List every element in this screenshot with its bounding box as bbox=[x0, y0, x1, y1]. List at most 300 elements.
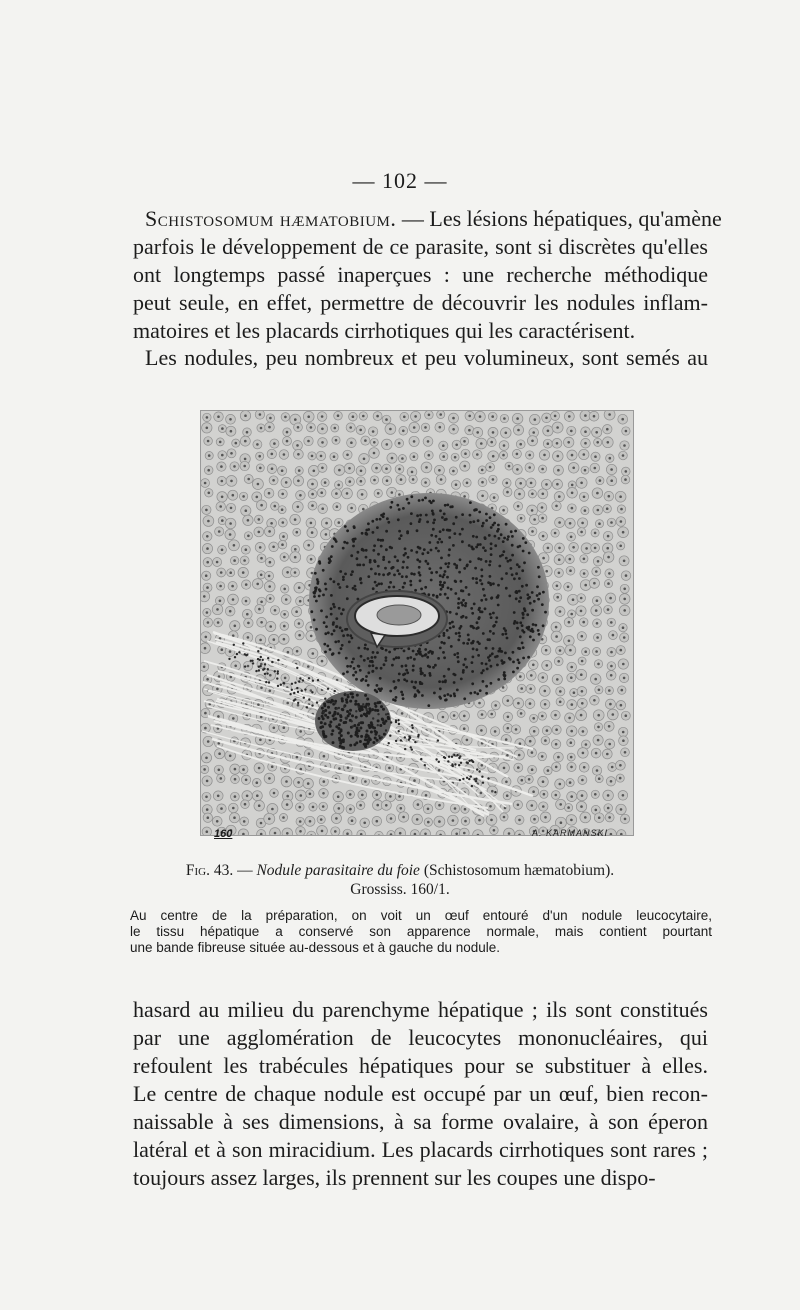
leucocyte bbox=[478, 607, 481, 610]
stray-leucocyte bbox=[267, 668, 269, 670]
leucocyte bbox=[322, 594, 325, 597]
leucocyte bbox=[512, 651, 515, 654]
hepatocyte-nucleus bbox=[572, 467, 575, 470]
leucocyte bbox=[405, 669, 408, 672]
leucocyte bbox=[529, 629, 532, 632]
hepatocyte-nucleus bbox=[417, 803, 420, 806]
leucocyte bbox=[518, 661, 521, 664]
hepatocyte-nucleus bbox=[221, 648, 224, 651]
hepatocyte-nucleus bbox=[608, 572, 611, 575]
hepatocyte-nucleus bbox=[528, 466, 531, 469]
leucocyte bbox=[418, 571, 421, 574]
caption-dash: — bbox=[233, 862, 257, 879]
hepatocyte-nucleus bbox=[531, 509, 534, 512]
leucocyte bbox=[462, 615, 465, 618]
leucocyte bbox=[516, 667, 519, 670]
hepatocyte-nucleus bbox=[624, 751, 627, 754]
hepatocyte-nucleus bbox=[284, 416, 287, 419]
hepatocyte-nucleus bbox=[313, 470, 316, 473]
hepatocyte-nucleus bbox=[205, 796, 208, 799]
leucocyte bbox=[518, 590, 521, 593]
hepatocyte-nucleus bbox=[428, 454, 431, 457]
leucocyte bbox=[356, 557, 359, 560]
hepatocyte-nucleus bbox=[268, 585, 271, 588]
hepatocyte-nucleus bbox=[532, 717, 535, 720]
leucocyte bbox=[345, 657, 348, 660]
leucocyte bbox=[418, 566, 421, 569]
leucocyte bbox=[328, 561, 331, 564]
leucocyte bbox=[370, 731, 373, 734]
hepatocyte-nucleus bbox=[376, 415, 379, 418]
stray-leucocyte bbox=[398, 730, 400, 732]
hepatocyte-nucleus bbox=[594, 678, 597, 681]
hepatocyte-nucleus bbox=[506, 794, 509, 797]
leucocyte bbox=[473, 603, 476, 606]
hepatocyte-nucleus bbox=[584, 442, 587, 445]
hepatocyte-nucleus bbox=[273, 727, 276, 730]
hepatocyte-nucleus bbox=[207, 440, 210, 443]
leucocyte bbox=[471, 670, 474, 673]
leucocyte bbox=[340, 728, 343, 731]
stray-leucocyte bbox=[264, 663, 266, 665]
hepatocyte-nucleus bbox=[307, 544, 310, 547]
stray-leucocyte bbox=[390, 721, 392, 723]
leucocyte bbox=[416, 529, 419, 532]
stray-leucocyte bbox=[289, 693, 291, 695]
hepatocyte-nucleus bbox=[337, 795, 340, 798]
leucocyte bbox=[332, 603, 335, 606]
hepatocyte-nucleus bbox=[206, 535, 209, 538]
hepatocyte-nucleus bbox=[582, 621, 585, 624]
leucocyte bbox=[474, 691, 477, 694]
hepatocyte-nucleus bbox=[360, 480, 363, 483]
hepatocyte-nucleus bbox=[349, 793, 352, 796]
leucocyte bbox=[357, 647, 360, 650]
leucocyte bbox=[476, 692, 479, 695]
leucocyte bbox=[369, 559, 372, 562]
leucocyte bbox=[429, 650, 432, 653]
hepatocyte-nucleus bbox=[580, 714, 583, 717]
hepatocyte-nucleus bbox=[234, 768, 237, 771]
hepatocyte-nucleus bbox=[505, 738, 508, 741]
hepatocyte-nucleus bbox=[534, 418, 537, 421]
hepatocyte-nucleus bbox=[219, 441, 222, 444]
continuation-paragraph bbox=[133, 996, 708, 1192]
hepatocyte-nucleus bbox=[556, 426, 559, 429]
leucocyte bbox=[365, 556, 368, 559]
hepatocyte-nucleus bbox=[532, 664, 535, 667]
hepatocyte-nucleus bbox=[442, 444, 445, 447]
leucocyte bbox=[430, 571, 433, 574]
hepatocyte-nucleus bbox=[427, 808, 430, 811]
hepatocyte-nucleus bbox=[296, 444, 299, 447]
leucocyte bbox=[339, 742, 342, 745]
hepatocyte-nucleus bbox=[558, 521, 561, 524]
hepatocyte-nucleus bbox=[463, 495, 466, 498]
hepatocyte-nucleus bbox=[221, 454, 224, 457]
leucocyte bbox=[498, 537, 501, 540]
leucocyte bbox=[457, 597, 460, 600]
hepatocyte-nucleus bbox=[244, 803, 247, 806]
leucocyte bbox=[341, 708, 344, 711]
hepatocyte-nucleus bbox=[282, 521, 285, 524]
hepatocyte-nucleus bbox=[596, 441, 599, 444]
hepatocyte-nucleus bbox=[503, 444, 506, 447]
hepatocyte-nucleus bbox=[619, 545, 622, 548]
hepatocyte-nucleus bbox=[596, 622, 599, 625]
stray-leucocyte bbox=[462, 778, 464, 780]
stray-leucocyte bbox=[454, 763, 456, 765]
hepatocyte-nucleus bbox=[463, 832, 466, 835]
hepatocyte-nucleus bbox=[390, 817, 393, 820]
leucocyte bbox=[329, 648, 332, 651]
leucocyte bbox=[339, 586, 342, 589]
hepatocyte-nucleus bbox=[481, 481, 484, 484]
leucocyte bbox=[472, 577, 475, 580]
hepatocyte-nucleus bbox=[528, 454, 531, 457]
hepatocyte-nucleus bbox=[274, 832, 277, 835]
leucocyte bbox=[465, 616, 468, 619]
leucocyte bbox=[351, 637, 354, 640]
leucocyte bbox=[447, 693, 450, 696]
leucocyte bbox=[369, 660, 372, 663]
hepatocyte-nucleus bbox=[620, 808, 623, 811]
leucocyte bbox=[531, 591, 534, 594]
leucocyte bbox=[506, 637, 509, 640]
hepatocyte-nucleus bbox=[507, 727, 510, 730]
leucocyte bbox=[410, 512, 413, 515]
hepatocyte-nucleus bbox=[260, 663, 263, 666]
leucocyte bbox=[424, 586, 427, 589]
hepatocyte-nucleus bbox=[258, 804, 261, 807]
stray-leucocyte bbox=[409, 736, 411, 738]
hepatocyte-nucleus bbox=[438, 820, 441, 823]
leucocyte bbox=[471, 625, 474, 628]
hepatocyte-nucleus bbox=[206, 780, 209, 783]
leucocyte bbox=[443, 573, 446, 576]
hepatocyte-nucleus bbox=[205, 509, 208, 512]
hepatocyte-nucleus bbox=[204, 482, 207, 485]
leucocyte bbox=[460, 625, 463, 628]
leucocyte bbox=[378, 583, 381, 586]
leucocyte bbox=[338, 652, 341, 655]
hepatocyte-nucleus bbox=[321, 441, 324, 444]
leucocyte bbox=[313, 619, 316, 622]
stray-leucocyte bbox=[458, 764, 460, 766]
leucocyte bbox=[350, 554, 353, 557]
hepatocyte-nucleus bbox=[294, 571, 297, 574]
hepatocyte-nucleus bbox=[299, 806, 302, 809]
leucocyte bbox=[365, 532, 368, 535]
leucocyte bbox=[389, 506, 392, 509]
leucocyte bbox=[421, 499, 424, 502]
hepatocyte-nucleus bbox=[268, 575, 271, 578]
hepatocyte-nucleus bbox=[531, 751, 534, 754]
leucocyte bbox=[363, 713, 366, 716]
hepatocyte-nucleus bbox=[256, 794, 259, 797]
leucocyte bbox=[406, 671, 409, 674]
leucocyte bbox=[457, 639, 460, 642]
leucocyte bbox=[385, 649, 388, 652]
leucocyte bbox=[469, 514, 472, 517]
hepatocyte-nucleus bbox=[320, 818, 323, 821]
hepatocyte-nucleus bbox=[532, 431, 535, 434]
hepatocyte-nucleus bbox=[311, 483, 314, 486]
stray-leucocyte bbox=[257, 650, 259, 652]
leucocyte bbox=[347, 714, 350, 717]
leucocyte bbox=[500, 659, 503, 662]
hepatocyte-nucleus bbox=[386, 479, 389, 482]
stray-leucocyte bbox=[358, 722, 360, 724]
leucocyte bbox=[538, 633, 541, 636]
leucocyte bbox=[519, 621, 522, 624]
leucocyte bbox=[537, 598, 540, 601]
leucocyte bbox=[513, 577, 516, 580]
hepatocyte-nucleus bbox=[521, 779, 524, 782]
leucocyte bbox=[462, 642, 465, 645]
scale-mark: 160 bbox=[214, 828, 233, 840]
hepatocyte-nucleus bbox=[260, 601, 263, 604]
leucocyte bbox=[335, 617, 338, 620]
hepatocyte-nucleus bbox=[256, 781, 259, 784]
hepatocyte-nucleus bbox=[361, 794, 364, 797]
leucocyte bbox=[501, 633, 504, 636]
hepatocyte-nucleus bbox=[622, 454, 625, 457]
hepatocyte-nucleus bbox=[219, 505, 222, 508]
hepatocyte-nucleus bbox=[452, 428, 455, 431]
leucocyte bbox=[340, 734, 343, 737]
hepatocyte-nucleus bbox=[568, 415, 571, 418]
hepatocyte-nucleus bbox=[352, 777, 355, 780]
continuation-line: Le centre de chaque nodule est occupé par un œuf, bien recon- bbox=[133, 1081, 708, 1106]
leucocyte bbox=[440, 641, 443, 644]
leucocyte bbox=[391, 664, 394, 667]
continuation-line: par une agglomération de leucocytes mononucléaires, qui bbox=[133, 1025, 708, 1050]
leucocyte bbox=[456, 689, 459, 692]
hepatocyte-nucleus bbox=[310, 635, 313, 638]
stray-leucocyte bbox=[245, 654, 247, 656]
stray-leucocyte bbox=[298, 680, 300, 682]
hepatocyte-nucleus bbox=[555, 728, 558, 731]
leucocyte bbox=[419, 518, 422, 521]
leucocyte bbox=[356, 732, 359, 735]
leucocyte bbox=[393, 658, 396, 661]
hepatocyte-nucleus bbox=[547, 769, 550, 772]
hepatocyte-nucleus bbox=[516, 417, 519, 420]
leucocyte bbox=[432, 528, 435, 531]
leucocyte bbox=[449, 611, 452, 614]
stray-leucocyte bbox=[487, 777, 489, 779]
leucocyte bbox=[406, 566, 409, 569]
leucocyte bbox=[477, 654, 480, 657]
leucocyte bbox=[351, 661, 354, 664]
leucocyte bbox=[398, 508, 401, 511]
hepatocyte-nucleus bbox=[217, 715, 220, 718]
leucocyte bbox=[433, 692, 436, 695]
leucocyte bbox=[464, 602, 467, 605]
leucocyte bbox=[415, 653, 418, 656]
leucocyte bbox=[330, 613, 333, 616]
hepatocyte-nucleus bbox=[438, 469, 441, 472]
leucocyte bbox=[438, 538, 441, 541]
leucocyte bbox=[503, 671, 506, 674]
leucocyte bbox=[328, 724, 331, 727]
hepatocyte-nucleus bbox=[583, 453, 586, 456]
hepatocyte-nucleus bbox=[398, 442, 401, 445]
hepatocyte-nucleus bbox=[558, 558, 561, 561]
stray-leucocyte bbox=[296, 667, 298, 669]
hepatocyte-nucleus bbox=[519, 742, 522, 745]
stray-leucocyte bbox=[472, 761, 474, 763]
leucocyte bbox=[442, 651, 445, 654]
stray-leucocyte bbox=[251, 660, 253, 662]
hepatocyte-nucleus bbox=[247, 665, 250, 668]
leucocyte bbox=[340, 715, 343, 718]
stray-leucocyte bbox=[420, 758, 422, 760]
leucocyte bbox=[446, 529, 449, 532]
hepatocyte-nucleus bbox=[571, 454, 574, 457]
hepatocyte-nucleus bbox=[607, 535, 610, 538]
leucocyte bbox=[351, 696, 354, 699]
leucocyte bbox=[333, 537, 336, 540]
leucocyte bbox=[447, 562, 450, 565]
leucocyte bbox=[457, 606, 460, 609]
hepatocyte-nucleus bbox=[570, 766, 573, 769]
hepatocyte-nucleus bbox=[234, 795, 237, 798]
stray-leucocyte bbox=[280, 684, 282, 686]
hepatocyte-nucleus bbox=[260, 557, 263, 560]
stray-leucocyte bbox=[447, 760, 449, 762]
legend-line: le tissu hépatique a conservé son apparence normale, mais contient pourtant bbox=[130, 924, 712, 939]
hepatocyte-nucleus bbox=[217, 795, 220, 798]
leucocyte bbox=[326, 716, 329, 719]
hepatocyte-nucleus bbox=[283, 588, 286, 591]
leucocyte bbox=[407, 556, 410, 559]
leucocyte bbox=[380, 647, 383, 650]
hepatocyte-nucleus bbox=[312, 806, 315, 809]
leucocyte bbox=[419, 653, 422, 656]
leucocyte bbox=[457, 602, 460, 605]
hepatocyte-nucleus bbox=[464, 465, 467, 468]
leucocyte bbox=[392, 586, 395, 589]
leucocyte bbox=[480, 568, 483, 571]
stray-leucocyte bbox=[299, 677, 301, 679]
leucocyte bbox=[485, 663, 488, 666]
stray-leucocyte bbox=[470, 775, 472, 777]
hepatocyte-nucleus bbox=[620, 508, 623, 511]
leucocyte bbox=[447, 636, 450, 639]
stray-leucocyte bbox=[351, 720, 353, 722]
hepatocyte-nucleus bbox=[257, 703, 260, 706]
continuation-line: refoulent les trabécules hépatiques pour se substituer à elles. bbox=[133, 1053, 708, 1078]
hepatocyte-nucleus bbox=[554, 532, 557, 535]
stray-leucocyte bbox=[252, 662, 254, 664]
leucocyte bbox=[316, 582, 319, 585]
leucocyte bbox=[341, 644, 344, 647]
leucocyte bbox=[352, 545, 355, 548]
hepatocyte-nucleus bbox=[299, 494, 302, 497]
leucocyte bbox=[446, 629, 449, 632]
leucocyte bbox=[482, 546, 485, 549]
leucocyte bbox=[507, 560, 510, 563]
leucocyte bbox=[379, 689, 382, 692]
hepatocyte-nucleus bbox=[582, 752, 585, 755]
hepatocyte-nucleus bbox=[481, 713, 484, 716]
leucocyte bbox=[417, 650, 420, 653]
stray-leucocyte bbox=[291, 689, 293, 691]
hepatocyte-nucleus bbox=[518, 493, 521, 496]
leucocyte bbox=[481, 575, 484, 578]
hepatocyte-nucleus bbox=[494, 704, 497, 707]
leucocyte bbox=[378, 573, 381, 576]
hepatocyte-nucleus bbox=[333, 455, 336, 458]
leucocyte bbox=[439, 581, 442, 584]
hepatocyte-nucleus bbox=[593, 415, 596, 418]
hepatocyte-nucleus bbox=[234, 625, 237, 628]
leucocyte bbox=[394, 555, 397, 558]
leucocyte bbox=[439, 593, 442, 596]
hepatocyte-nucleus bbox=[597, 739, 600, 742]
hepatocyte-nucleus bbox=[297, 704, 300, 707]
hepatocyte-nucleus bbox=[519, 675, 522, 678]
leucocyte bbox=[429, 674, 432, 677]
stray-leucocyte bbox=[408, 739, 410, 741]
hepatocyte-nucleus bbox=[597, 560, 600, 563]
hepatocyte-nucleus bbox=[372, 430, 375, 433]
hepatocyte-nucleus bbox=[321, 830, 324, 833]
hepatocyte-nucleus bbox=[560, 821, 563, 824]
leucocyte bbox=[443, 675, 446, 678]
leucocyte bbox=[400, 534, 403, 537]
leucocyte bbox=[458, 571, 461, 574]
leucocyte bbox=[346, 634, 349, 637]
hepatocyte-nucleus bbox=[204, 727, 207, 730]
hepatocyte-nucleus bbox=[218, 769, 221, 772]
hepatocyte-nucleus bbox=[220, 571, 223, 574]
leucocyte bbox=[363, 659, 366, 662]
leucocyte bbox=[456, 652, 459, 655]
leucocyte bbox=[443, 642, 446, 645]
leucocyte bbox=[374, 656, 377, 659]
leucocyte bbox=[364, 694, 367, 697]
leucocyte bbox=[462, 663, 465, 666]
hepatocyte-nucleus bbox=[607, 582, 610, 585]
hepatocyte-nucleus bbox=[541, 468, 544, 471]
stray-leucocyte bbox=[277, 672, 279, 674]
hepatocyte-nucleus bbox=[297, 480, 300, 483]
hepatocyte-nucleus bbox=[349, 808, 352, 811]
leucocyte bbox=[495, 621, 498, 624]
leucocyte bbox=[432, 521, 435, 524]
hepatocyte-nucleus bbox=[411, 790, 414, 793]
leucocyte bbox=[407, 502, 410, 505]
leucocyte bbox=[489, 582, 492, 585]
leucocyte bbox=[336, 712, 339, 715]
stray-leucocyte bbox=[233, 644, 235, 646]
leucocyte bbox=[428, 541, 431, 544]
hepatocyte-nucleus bbox=[570, 676, 573, 679]
hepatocyte-nucleus bbox=[481, 469, 484, 472]
leucocyte bbox=[319, 726, 322, 729]
hepatocyte-nucleus bbox=[221, 480, 224, 483]
leucocyte bbox=[443, 513, 446, 516]
hepatocyte-nucleus bbox=[595, 609, 598, 612]
leucocyte bbox=[386, 517, 389, 520]
leucocyte bbox=[466, 642, 469, 645]
leucocyte bbox=[517, 546, 520, 549]
hepatocyte-nucleus bbox=[272, 546, 275, 549]
hepatocyte-nucleus bbox=[400, 807, 403, 810]
